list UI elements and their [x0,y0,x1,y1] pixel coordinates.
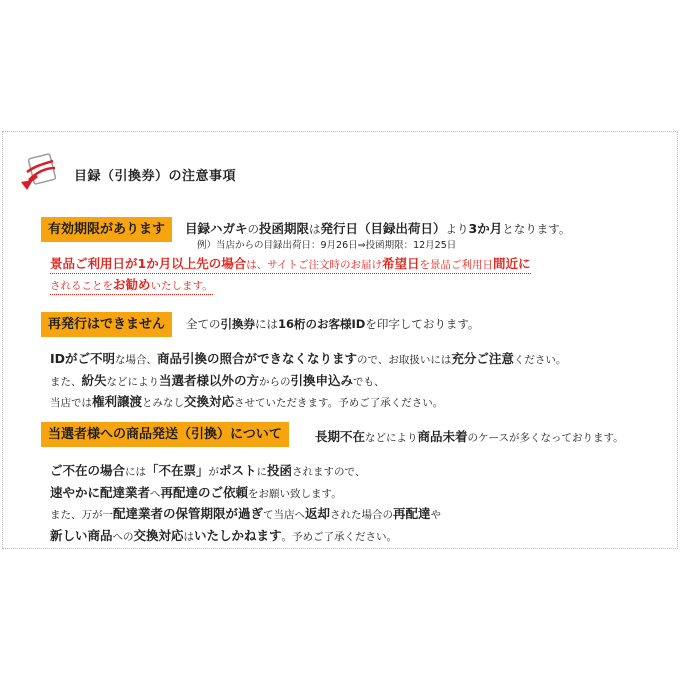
badge-no-reissue: 再発行はできません [41,312,172,337]
delivery-line-4: また、万が一配達業者の保管期限が過ぎて当店へ返却された場合の再配達や [50,506,442,521]
delivery-line-5: 新しい商品への交換対応はいたしかねます。予めご了承ください。 [50,528,398,543]
reissue-line-3: また、紛失などにより当選者様以外の方からの引換申込みでも、 [50,373,385,388]
delivery-line-1: 長期不在などにより商品未着のケースが多くなっております。 [315,429,624,444]
expiry-warning-1: 景品ご利用日が1か月以上先の場合は、サイトご注文時のお届け希望日を景品ご利用日間近に [50,253,531,272]
delivery-line-2: ご不在の場合には「不在票」がポストに投函されますので、 [50,463,366,478]
reissue-line-1: 全ての引換券には16桁のお客様IDを印字しております。 [186,317,480,331]
gift-voucher-icon [17,152,63,192]
badge-delivery: 当選者様への商品発送（引換）について [41,422,289,447]
badge-expiry: 有効期限があります [41,217,172,242]
expiry-warning-2: されることをお勧めいたします。 [50,274,213,293]
reissue-line-2: IDがご不明な場合、商品引換の照合ができなくなりますので、お取扱いには充分ご注意ください。 [50,351,567,366]
reissue-line-4: 当店では権利譲渡とみなし交換対応させていただきます。予めご了承ください。 [50,394,444,409]
page-title: 目録（引換券）の注意事項 [74,169,237,184]
delivery-line-3: 速やかに配達業者へ再配達のご依頼をお願い致します。 [50,485,342,500]
expiry-example: 例）当店からの目録出荷日：9月26日⇒投函期限：12月25日 [197,240,457,251]
expiry-line-1: 目録ハガキの投函期限は発行日（目録出荷日）より3か月となります。 [185,221,571,236]
